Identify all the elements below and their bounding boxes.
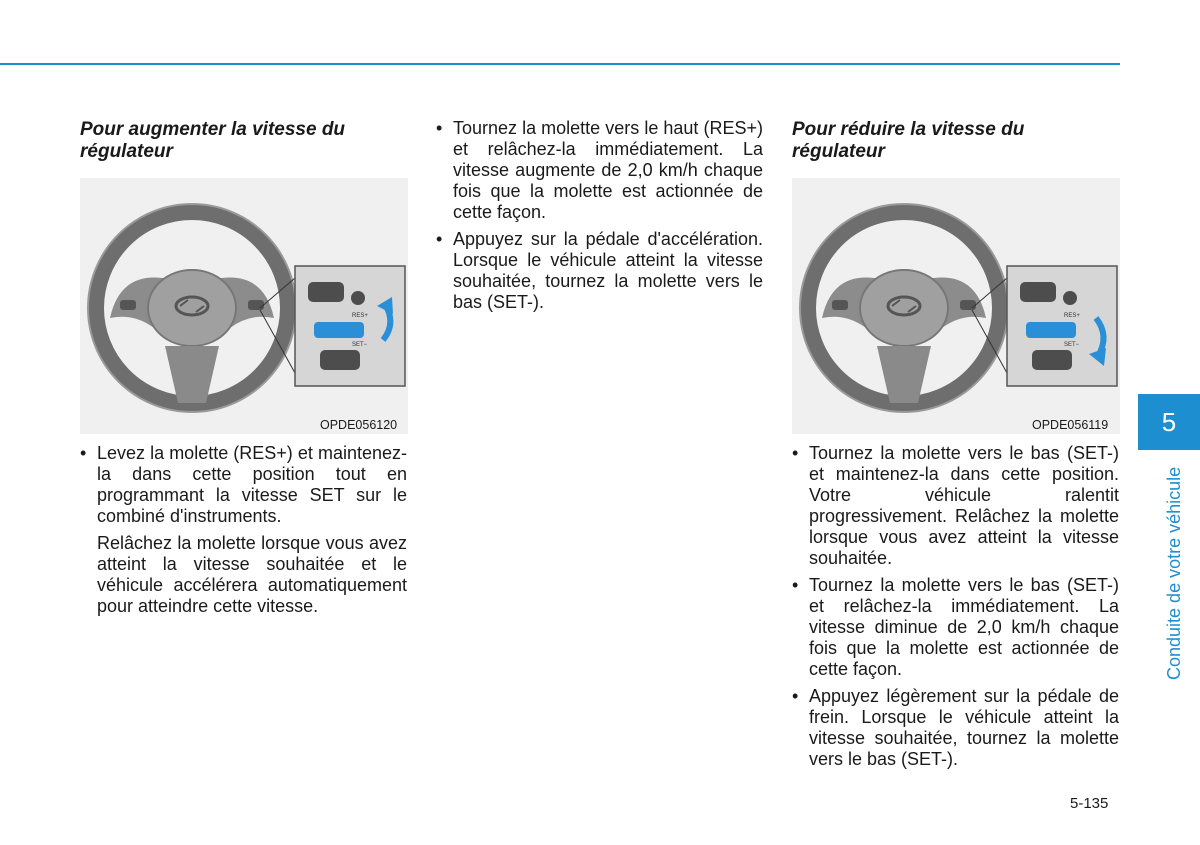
figure-code-increase: OPDE056120 <box>320 418 398 432</box>
list-item <box>792 443 1119 569</box>
bullet-text: Appuyez légèrement sur la pédale de frein. Lorsque le véhicule atteint la vitesse souhaitée, tournez la molette vers le bas (SET-). <box>809 686 1119 769</box>
chapter-title: Conduite de votre véhicule <box>1164 466 1184 680</box>
top-rule <box>0 63 1120 65</box>
set-label: SET− <box>352 342 368 348</box>
list-item <box>792 686 1119 770</box>
bullet-list-decrease <box>792 443 1119 776</box>
section-heading-decrease: Pour réduire la vitesse du régulateur <box>792 119 1025 162</box>
bullet-dot: • <box>436 229 443 249</box>
res-label: RES+ <box>352 313 368 319</box>
chapter-number: 5 <box>1161 406 1177 437</box>
bullet-text: Tournez la molette vers le haut (RES+) et relâchez-la immédiatement. La vitesse augmente de 2,0 km/h chaque fois que la molette est actionnée de cette façon. <box>453 118 763 222</box>
bullet-dot: • <box>792 443 799 463</box>
bullet-dot: • <box>80 443 87 463</box>
bullet-text: Tournez la molette vers le bas (SET-) et relâchez-la immédiatement. La vitesse diminue de 2,0 km/h chaque fois que la molette est actionnée de cette façon. <box>809 575 1119 679</box>
bullet-text: Tournez la molette vers le bas (SET-) et maintenez-la dans cette position. Votre véhicule ralentit progressivement. Relâchez la molette lorsque vous avez atteint la vitesse souhaitée. <box>809 443 1119 568</box>
list-item <box>80 443 407 617</box>
steering-wheel-figure-increase <box>80 178 408 434</box>
res-label: RES+ <box>1064 313 1080 319</box>
bullet-dot: • <box>792 686 799 706</box>
list-item <box>436 118 763 223</box>
bullet-list-increase-col1 <box>80 443 407 623</box>
set-label: SET− <box>1064 342 1080 348</box>
bullet-dot: • <box>436 118 443 138</box>
list-item <box>792 575 1119 680</box>
list-item <box>436 229 763 313</box>
chapter-tab <box>1138 394 1200 450</box>
steering-wheel-figure-decrease <box>792 178 1120 434</box>
bullet-text-continuation: Relâchez la molette lorsque vous avez atteint la vitesse souhaitée et le véhicule accélérera automatiquement pour atteindre cette vitesse. <box>97 533 407 616</box>
bullet-dot: • <box>792 575 799 595</box>
page-number: 5-135 <box>1070 795 1109 812</box>
bullet-text: Appuyez sur la pédale d'accélération. Lorsque le véhicule atteint la vitesse souhaitée, tournez la molette vers le bas (SET-). <box>453 229 763 312</box>
figure-code-decrease: OPDE056119 <box>1032 418 1109 432</box>
bullet-text: Levez la molette (RES+) et maintenez-la dans cette position tout en programmant la vitesse SET sur le combiné d'instruments. <box>97 443 407 526</box>
bullet-list-increase-col2 <box>436 118 763 319</box>
section-heading-increase: Pour augmenter la vitesse du régulateur <box>80 119 346 162</box>
